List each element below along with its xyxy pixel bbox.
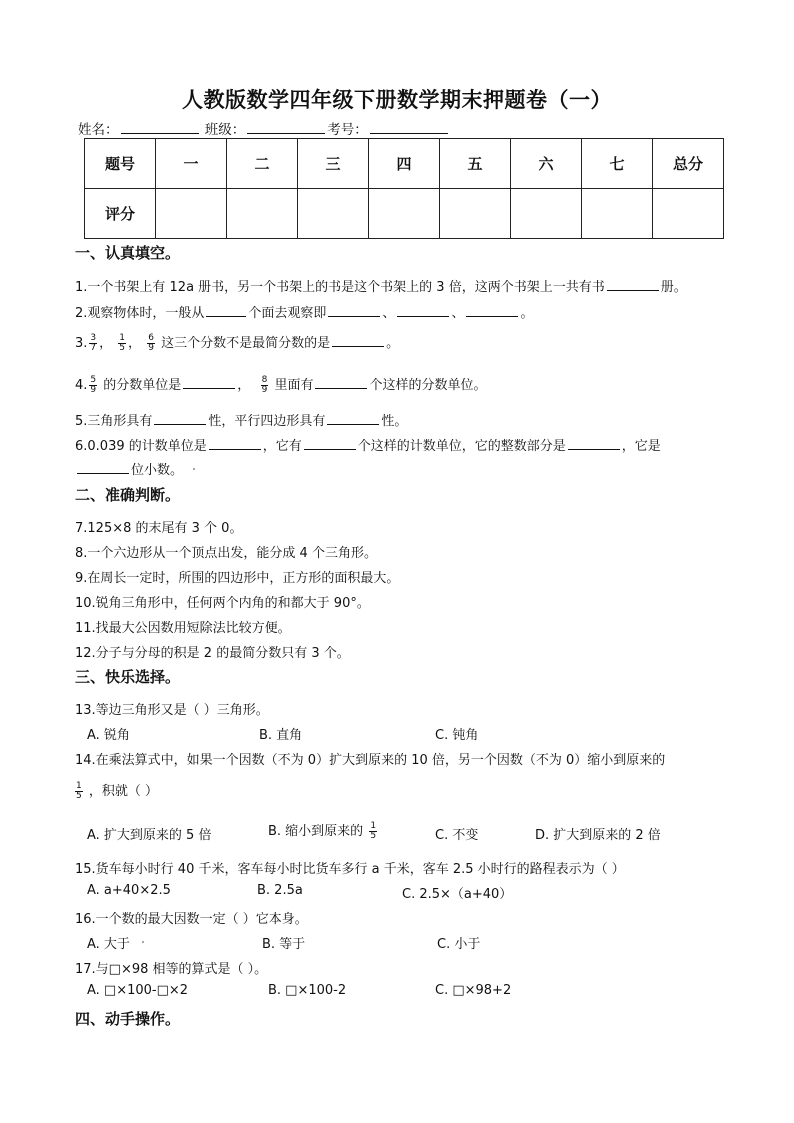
question-text: 位小数。	[131, 463, 184, 478]
class-label: 班级：	[204, 122, 246, 138]
option-a[interactable]: A. □×100-□×2	[87, 983, 189, 998]
question-6-continued	[75, 459, 183, 478]
option-b[interactable]: B. 2.5a	[257, 883, 303, 898]
header-cell: 三	[298, 139, 369, 189]
question-14: 14.在乘法算式中，如果一个因数（不为 0）扩大到原来的 10 倍，另一个因数（不为 0）缩小到原来的	[75, 753, 666, 768]
fraction: $\frac{1}{5}$	[76, 781, 82, 801]
option-c[interactable]: C. 小于	[437, 937, 481, 952]
option-a[interactable]: A. 扩大到原来的 5 倍	[87, 828, 212, 843]
separator: ，	[128, 336, 142, 351]
answer-blank[interactable]	[568, 436, 620, 450]
name-blank[interactable]	[121, 120, 199, 134]
fraction: $\frac{6}{9}$	[148, 333, 154, 353]
header-cell: 题号	[85, 139, 156, 189]
score-cell[interactable]	[653, 189, 724, 239]
question-text: 、	[451, 306, 465, 321]
question-8: 8.一个六边形从一个顶点出发，能分成 4 个三角形。	[75, 546, 377, 561]
option-c[interactable]: C. □×98+2	[435, 983, 512, 998]
answer-blank[interactable]	[607, 277, 659, 291]
score-cell[interactable]	[511, 189, 582, 239]
answer-blank[interactable]	[209, 436, 261, 450]
question-11: 11.找最大公因数用短除法比较方便。	[75, 621, 291, 636]
answer-blank[interactable]	[327, 411, 379, 425]
option-b[interactable]: B. 等于	[262, 937, 306, 952]
score-table-header-row	[85, 139, 724, 189]
question-text: 个这样的计数单位，它的整数部分是	[357, 439, 566, 454]
score-row-label: 评分	[85, 189, 156, 239]
question-text: 5.三角形具有	[75, 414, 153, 429]
question-text: 1.一个书架上有 12a 册书，另一个书架上的书是这个书架上的 3 倍，这两个书架上一共有书	[75, 280, 605, 295]
question-text: 的分数单位是	[103, 378, 182, 393]
question-text: 。	[386, 336, 400, 351]
name-label: 姓名：	[78, 122, 119, 138]
question-1	[75, 276, 687, 295]
option-a[interactable]: A. 锐角	[87, 728, 130, 743]
question-15: 15.货车每小时行 40 千米，客车每小时比货车多行 a 千米，客车 2.5 小时行的路程表示为（ ）	[75, 862, 625, 877]
question-9: 9.在周长一定时，所围的四边形中，正方形的面积最大。	[75, 571, 400, 586]
score-cell[interactable]	[369, 189, 440, 239]
answer-blank[interactable]	[77, 460, 129, 474]
separator: ，	[99, 336, 113, 351]
header-cell: 四	[369, 139, 440, 189]
option-c[interactable]: C. 不变	[435, 828, 479, 843]
option-b[interactable]: B. □×100-2	[268, 983, 347, 998]
student-info-line	[78, 118, 450, 138]
question-12: 12.分子与分母的积是 2 的最简分数只有 3 个。	[75, 646, 350, 661]
answer-blank[interactable]	[466, 303, 518, 317]
option-d[interactable]: D. 扩大到原来的 2 倍	[535, 828, 661, 843]
question-text: 。	[520, 306, 534, 321]
fraction: $\frac{3}{7}$	[90, 333, 97, 353]
question-text: 这三个分数不是最简分数的是	[161, 336, 331, 351]
fraction: $\frac{1}{5}$	[119, 333, 126, 353]
answer-blank[interactable]	[206, 303, 246, 317]
exam-label: 考号：	[327, 122, 368, 138]
question-5	[75, 410, 407, 429]
question-number: 3.	[75, 336, 88, 351]
question-text: 、	[382, 306, 396, 321]
question-text: 性。	[381, 414, 408, 429]
option-b[interactable]: B. 直角	[259, 728, 303, 743]
question-text: 册。	[660, 280, 687, 295]
score-cell[interactable]	[440, 189, 511, 239]
question-text: 个面去观察即	[248, 306, 327, 321]
question-text: ，它有	[262, 439, 302, 454]
fraction: $\frac{1}{5}$	[370, 821, 377, 841]
score-table-score-row	[85, 189, 724, 239]
question-text: 6.0.039 的计数单位是	[75, 439, 207, 454]
question-14-continued	[73, 780, 158, 801]
answer-blank[interactable]	[328, 303, 380, 317]
fraction: $\frac{5}{9}$	[90, 375, 97, 395]
option-text: B. 缩小到原来的	[268, 824, 364, 839]
header-cell: 五	[440, 139, 511, 189]
section-heading-4: 四、动手操作。	[75, 1010, 181, 1028]
page-title: 人教版数学四年级下册数学期末押题卷（一）	[182, 88, 612, 112]
section-heading-1: 一、认真填空。	[75, 244, 181, 262]
question-text: 性，平行四边形具有	[208, 414, 326, 429]
score-cell[interactable]	[156, 189, 227, 239]
question-4	[75, 374, 486, 395]
answer-blank[interactable]	[154, 411, 206, 425]
score-cell[interactable]	[227, 189, 298, 239]
option-a[interactable]: A. a+40×2.5	[87, 883, 171, 898]
stray-dot	[142, 941, 144, 943]
question-2	[75, 302, 533, 321]
section-heading-2: 二、准确判断。	[75, 486, 181, 504]
question-text: ，它是	[621, 439, 661, 454]
question-17: 17.与□×98 相等的算式是（ ）。	[75, 962, 268, 977]
question-text: ，	[237, 378, 251, 393]
question-13: 13.等边三角形又是（ ）三角形。	[75, 703, 269, 718]
question-text: 个这样的分数单位。	[369, 378, 487, 393]
section-heading-3: 三、快乐选择。	[75, 668, 181, 686]
answer-blank[interactable]	[332, 333, 384, 347]
stray-dot	[193, 468, 195, 470]
header-cell: 二	[227, 139, 298, 189]
score-cell[interactable]	[298, 189, 369, 239]
question-3	[75, 332, 399, 353]
question-10: 10.锐角三角形中，任何两个内角的和都大于 90°。	[75, 596, 370, 611]
score-cell[interactable]	[582, 189, 653, 239]
header-cell: 六	[511, 139, 582, 189]
question-number: 4.	[75, 378, 88, 393]
question-7: 7.125×8 的末尾有 3 个 0。	[75, 521, 243, 536]
question-text: ，积就（ ）	[88, 784, 159, 799]
class-blank[interactable]	[247, 120, 325, 134]
question-6	[75, 435, 661, 454]
answer-blank[interactable]	[315, 375, 367, 389]
header-cell: 总分	[653, 139, 724, 189]
score-table	[84, 138, 724, 239]
fraction: $\frac{8}{9}$	[261, 375, 268, 395]
question-text: 2.观察物体时，一般从	[75, 306, 205, 321]
question-16: 16.一个数的最大因数一定（ ）它本身。	[75, 912, 308, 927]
option-a[interactable]: A. 大于	[87, 937, 130, 952]
header-cell: 七	[582, 139, 653, 189]
option-c[interactable]: C. 2.5×（a+40）	[402, 887, 513, 902]
answer-blank[interactable]	[397, 303, 449, 317]
question-text: 里面有	[274, 378, 314, 393]
exam-number-blank[interactable]	[370, 120, 448, 134]
answer-blank[interactable]	[304, 436, 356, 450]
header-cell: 一	[156, 139, 227, 189]
option-c[interactable]: C. 钝角	[435, 728, 479, 743]
answer-blank[interactable]	[183, 375, 235, 389]
option-b[interactable]	[268, 820, 379, 841]
